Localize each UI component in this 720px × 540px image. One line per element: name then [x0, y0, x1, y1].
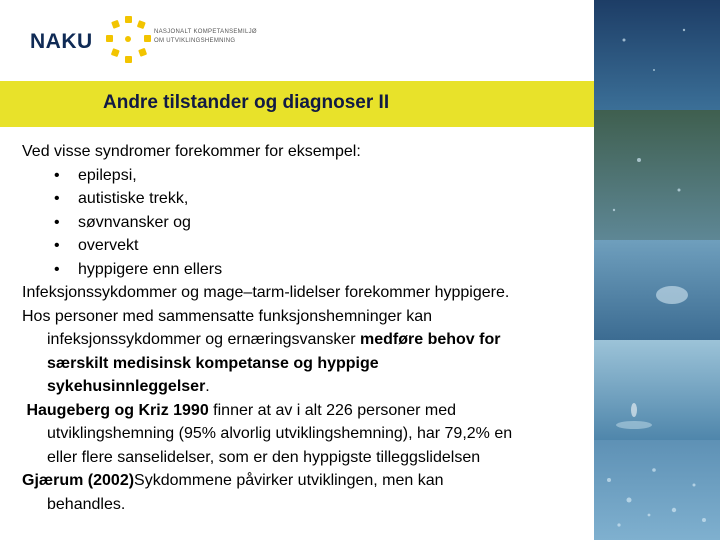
text-run: finner at av i alt 226 personer med: [208, 401, 456, 419]
bullet-text: overvekt: [78, 237, 139, 254]
sun-dots-logo-mark-icon: [98, 14, 158, 70]
text-run: .: [205, 378, 210, 395]
bullet-dot: •: [54, 260, 60, 278]
bullet-item: [22, 187, 587, 211]
logo-subtitle: [154, 28, 274, 46]
slide-title: Andre tilstander og diagnoser II: [103, 92, 390, 113]
bullet-dot: •: [54, 213, 60, 231]
bullet-item: [22, 164, 587, 188]
bullet-dot: •: [54, 237, 60, 254]
bullet-text: epilepsi,: [78, 166, 137, 184]
text-run: Sykdommene påvirker utviklingen, men kan: [134, 472, 444, 489]
bullet-item: [22, 211, 587, 235]
water-imagery-strip-icon: [594, 0, 720, 540]
paragraph-complex-disabilities-cont: [22, 375, 587, 399]
bold-run: sykehusinnleggelser: [47, 378, 206, 395]
bullet-text: autistiske trekk,: [78, 190, 189, 207]
paragraph-gjaerum-cont: behandles.: [47, 495, 126, 513]
citation: Gjærum (2002): [22, 472, 135, 489]
paragraph-infections: Infeksjonssykdommer og mage–tarm-lidelser forekommer hyppigere.: [22, 284, 510, 301]
bold-run: medføre behov for: [360, 331, 501, 348]
paragraph-complex-disabilities-cont: [22, 328, 587, 352]
intro-line: Ved visse syndromer forekommer for eksempel:: [22, 143, 361, 160]
bullet-text: hyppigere enn ellers: [78, 260, 223, 278]
paragraph-gjaerum: [22, 469, 587, 493]
text-run: infeksjonssykdommer og ernæringsvansker: [47, 331, 361, 348]
logo-subtitle-line1: NASJONALT KOMPETANSEMILJØ: [154, 29, 257, 35]
paragraph-complex-disabilities: Hos personer med sammensatte funksjonshemninger kan: [22, 307, 432, 325]
paragraph-haugeberg-cont: eller flere sanselidelser, som er den hyppigste tilleggslidelsen: [47, 448, 481, 466]
bullet-dot: •: [54, 166, 60, 184]
body-text: [22, 140, 587, 516]
citation: Haugeberg og Kriz 1990: [26, 401, 209, 419]
paragraph-complex-disabilities-cont: særskilt medisinsk kompetanse og hyppige: [47, 354, 379, 372]
naku-logo: [30, 14, 280, 70]
bullet-dot: •: [54, 190, 60, 207]
bullet-text: søvnvansker og: [78, 213, 191, 231]
paragraph-haugeberg: [22, 399, 587, 423]
paragraph-haugeberg-cont: utviklingshemning (95% alvorlig utviklingshemning), har 79,2% en: [47, 425, 513, 442]
bullet-item: [22, 258, 587, 282]
logo-subtitle-line2: OM UTVIKLINGSHEMNING: [154, 38, 236, 44]
logo-wordmark: NAKU: [30, 30, 93, 53]
bullet-item: [22, 234, 587, 258]
